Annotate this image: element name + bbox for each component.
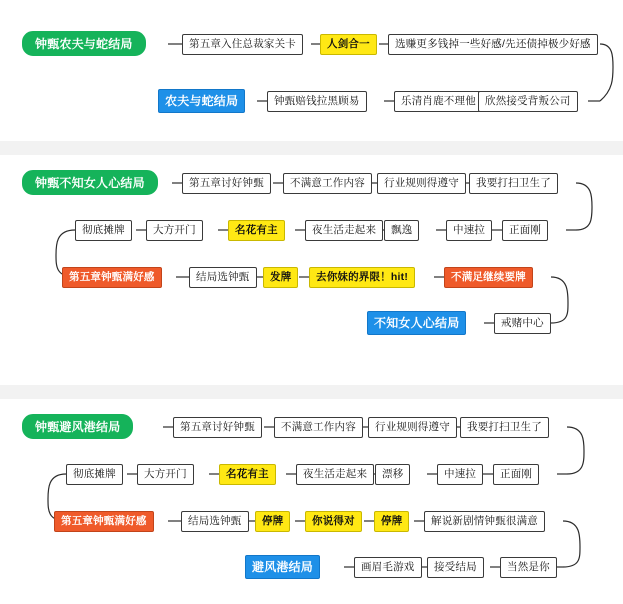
node-chapter5-enter-ceo-home[interactable]: 第五章入住总裁家关卡 — [182, 34, 303, 55]
card-separator-2 — [0, 385, 623, 399]
node-open-door-2[interactable]: 大方开门 — [137, 464, 194, 485]
node-industry-rules-2[interactable]: 行业规则得遵守 — [368, 417, 457, 438]
node-ending-choose-zhongzhen-1[interactable]: 结局选钟甄 — [189, 267, 257, 288]
node-clean-up-2[interactable]: 我要打扫卫生了 — [460, 417, 549, 438]
node-keep-drawing[interactable]: 不满足继续要牌 — [444, 267, 533, 288]
connector-lines-nongfu — [0, 0, 623, 141]
node-ending-bifenggang[interactable]: 避风港结局 — [245, 555, 320, 579]
node-start-nongfu[interactable]: 钟甄农夫与蛇结局 — [22, 31, 146, 56]
node-show-hand-2[interactable]: 彻底摊牌 — [66, 464, 123, 485]
node-hit-limit[interactable]: 去你妹的界限！hit! — [309, 267, 415, 288]
node-clean-up-1[interactable]: 我要打扫卫生了 — [469, 173, 558, 194]
node-you-are-right[interactable]: 你说得对 — [305, 511, 362, 532]
node-head-on-2[interactable]: 正面刚 — [493, 464, 539, 485]
node-industry-rules-1[interactable]: 行业规则得遵守 — [377, 173, 466, 194]
node-leqing-xiaolu-ignore[interactable]: 乐清肖鹿不理他 — [394, 91, 483, 112]
node-ending-choose-zhongzhen-2[interactable]: 结局选钟甄 — [181, 511, 249, 532]
node-chapter5-full-favor-1[interactable]: 第五章钟甄满好感 — [62, 267, 162, 288]
node-drift-style-1[interactable]: 飘逸 — [384, 220, 419, 241]
node-renjianheyi[interactable]: 人剑合一 — [320, 34, 377, 55]
node-accept-betray-company[interactable]: 欣然接受背叛公司 — [478, 91, 578, 112]
node-ending-nongfu[interactable]: 农夫与蛇结局 — [158, 89, 245, 113]
node-chapter5-please-zhongzhen-2[interactable]: 第五章讨好钟甄 — [173, 417, 262, 438]
node-nightlife-1[interactable]: 夜生活走起来 — [305, 220, 383, 241]
node-taken-2[interactable]: 名花有主 — [219, 464, 276, 485]
node-deal-card[interactable]: 发牌 — [263, 267, 298, 288]
node-stand-card-1[interactable]: 停牌 — [255, 511, 290, 532]
node-unsatisfied-work-2[interactable]: 不满意工作内容 — [274, 417, 363, 438]
node-gamble-rehab-center[interactable]: 戒赌中心 — [494, 313, 551, 334]
node-medium-speed-2[interactable]: 中速拉 — [437, 464, 483, 485]
node-stand-card-2[interactable]: 停牌 — [374, 511, 409, 532]
node-unsatisfied-work-1[interactable]: 不满意工作内容 — [283, 173, 372, 194]
node-chapter5-full-favor-2[interactable]: 第五章钟甄满好感 — [54, 511, 154, 532]
node-money-choice[interactable]: 选赚更多钱掉一些好感/先还债掉极少好感 — [388, 34, 598, 55]
flowchart-card-buzhi — [0, 155, 623, 385]
node-taken-1[interactable]: 名花有主 — [228, 220, 285, 241]
node-start-bifenggang[interactable]: 钟甄避风港结局 — [22, 414, 133, 439]
flowchart-card-bifenggang — [0, 399, 623, 604]
node-open-door-1[interactable]: 大方开门 — [146, 220, 203, 241]
node-ending-buzhi[interactable]: 不知女人心结局 — [367, 311, 466, 335]
flowchart-card-nongfu — [0, 0, 623, 141]
node-chapter5-please-zhongzhen-1[interactable]: 第五章讨好钟甄 — [182, 173, 271, 194]
node-of-course-you[interactable]: 当然是你 — [500, 557, 557, 578]
node-show-hand-1[interactable]: 彻底摊牌 — [75, 220, 132, 241]
node-head-on-1[interactable]: 正面刚 — [502, 220, 548, 241]
node-pay-blacklist-guyi[interactable]: 钟甄赔钱拉黑顾易 — [267, 91, 367, 112]
node-eyebrow-game[interactable]: 画眉毛游戏 — [354, 557, 422, 578]
node-drift-2[interactable]: 漂移 — [375, 464, 410, 485]
node-accept-ending[interactable]: 接受结局 — [427, 557, 484, 578]
card-separator-1 — [0, 141, 623, 155]
node-commentary-satisfied[interactable]: 解说新剧情钟甄很满意 — [424, 511, 545, 532]
node-start-buzhi[interactable]: 钟甄不知女人心结局 — [22, 170, 158, 195]
node-medium-speed-1[interactable]: 中速拉 — [446, 220, 492, 241]
node-nightlife-2[interactable]: 夜生活走起来 — [296, 464, 374, 485]
